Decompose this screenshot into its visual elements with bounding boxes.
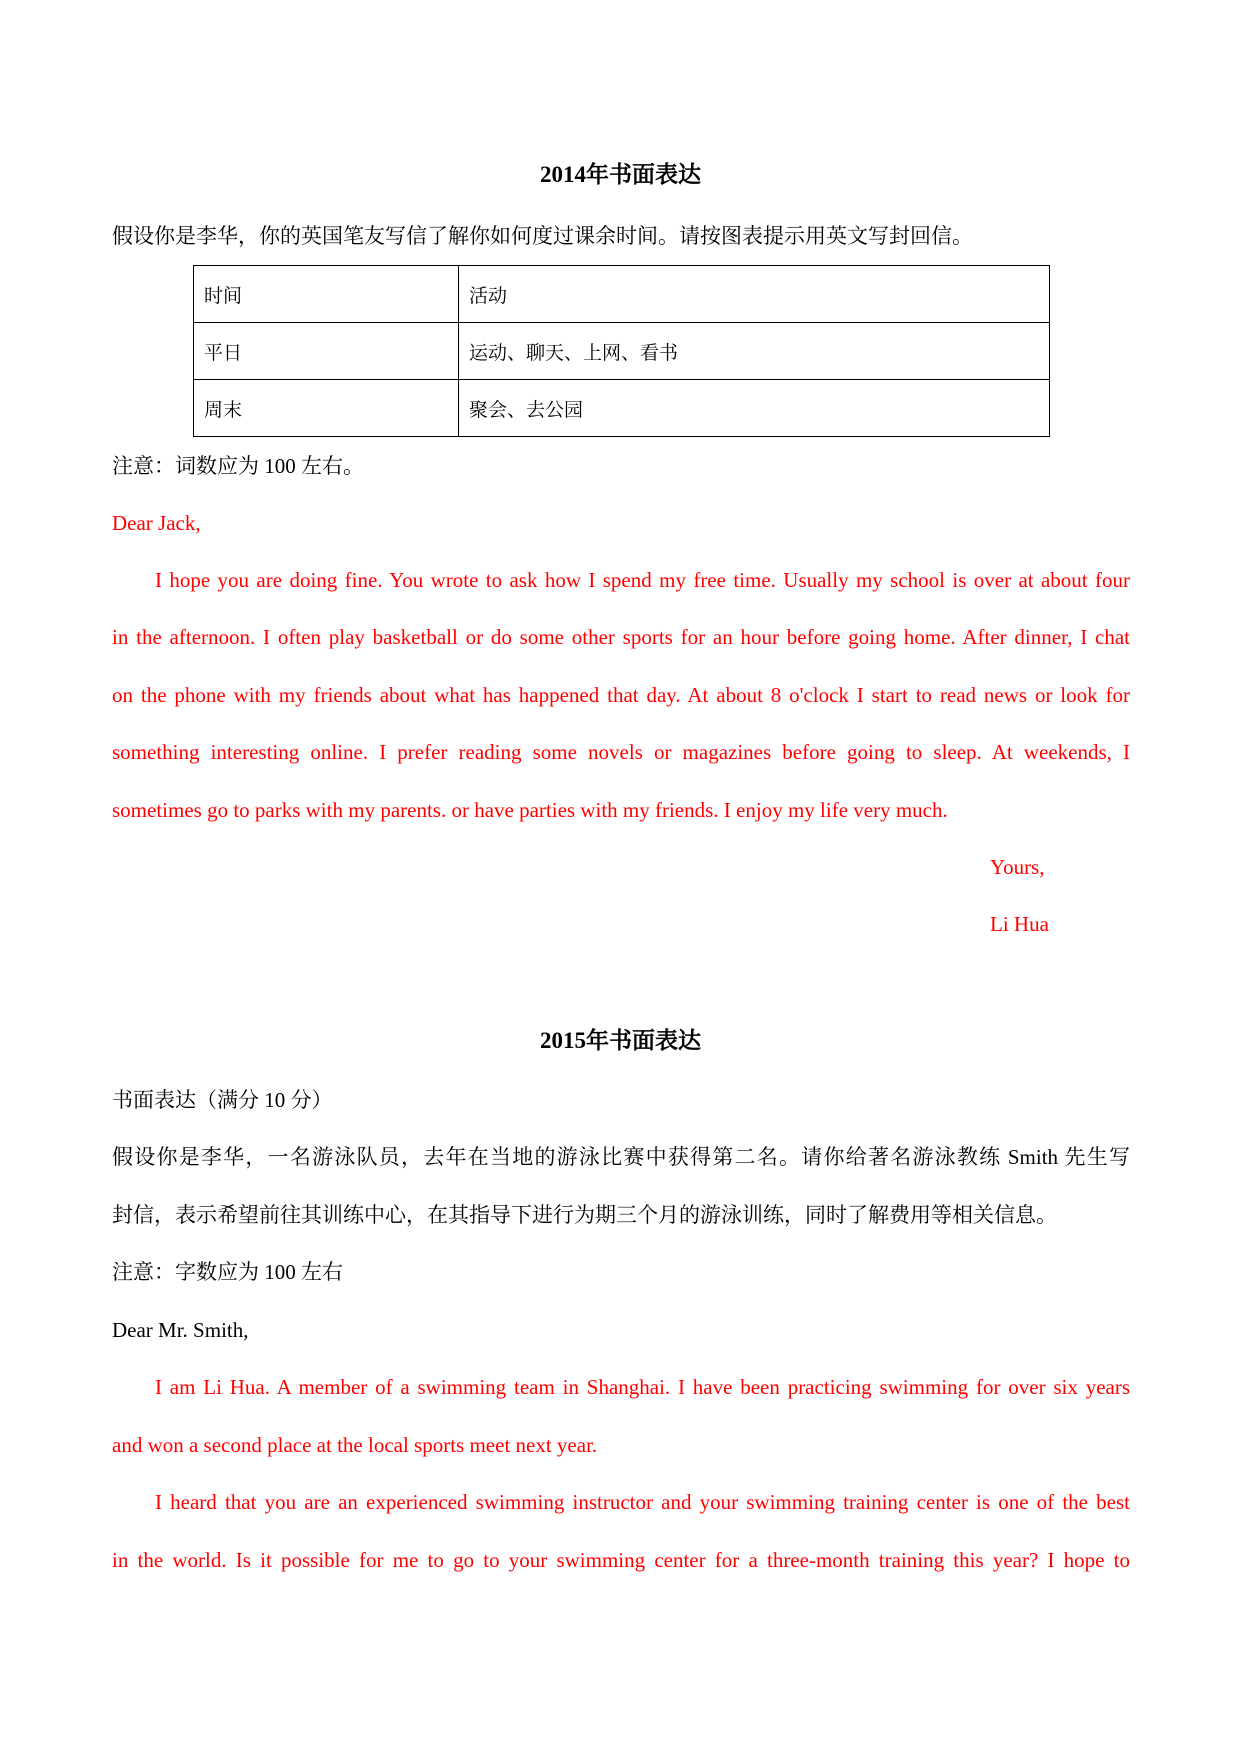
letter-2014-body-line: something interesting online. I prefer reading some novels or magazines before going to sleep. At weekends, I [112,740,1130,764]
schedule-table [193,265,1050,437]
table-row [194,380,1050,437]
letter-2014-greeting: Dear Jack, [112,511,201,535]
section-2014-note: 注意：词数应为 100 左右。 [112,454,364,478]
table-header-row [194,266,1050,323]
section-2015-prompt-line: 假设你是李华，一名游泳队员，去年在当地的游泳比赛中获得第二名。请你给著名游泳教练 Smith 先生写 [112,1145,1130,1169]
letter-2014-body-line: sometimes go to parks with my parents. or have parties with my friends. I enjoy my life very much. [112,798,948,822]
letter-2014-body-line: on the phone with my friends about what has happened that day. At about 8 o'clock I start to read news or look for [112,683,1130,707]
section-2015-subtitle: 书面表达（满分 10 分） [112,1088,333,1112]
letter-2015-body-line: I heard that you are an experienced swimming instructor and your swimming training center is one of the best [155,1490,1130,1514]
table-header-time: 时间 [194,266,459,323]
section-2014-title: 2014年书面表达 [540,162,701,187]
letter-2015-body-line: and won a second place at the local sports meet next year. [112,1433,598,1457]
section-2015-title: 2015年书面表达 [540,1028,701,1053]
letter-2015-body-line: in the world. Is it possible for me to go to your swimming center for a three-month training this year? I hope to [112,1548,1130,1572]
section-2015-prompt-line: 封信，表示希望前往其训练中心，在其指导下进行为期三个月的游泳训练，同时了解费用等相关信息。 [112,1203,1057,1227]
letter-2014-signature: Li Hua [990,912,1049,936]
letter-2015-greeting: Dear Mr. Smith, [112,1318,249,1342]
table-cell: 周末 [194,380,459,437]
letter-2014-closing: Yours, [990,855,1045,879]
table-row [194,323,1050,380]
letter-2015-body-line: I am Li Hua. A member of a swimming team in Shanghai. I have been practicing swimming for over six years [155,1375,1130,1399]
section-2014-prompt: 假设你是李华，你的英国笔友写信了解你如何度过课余时间。请按图表提示用英文写封回信。 [112,224,973,248]
table-cell: 运动、聊天、上网、看书 [459,323,1050,380]
table-cell: 平日 [194,323,459,380]
section-2015-note: 注意：字数应为 100 左右 [112,1260,343,1284]
table-header-activity: 活动 [459,266,1050,323]
letter-2014-body-line: I hope you are doing fine. You wrote to ask how I spend my free time. Usually my school is over at about four [155,568,1130,592]
table-cell: 聚会、去公园 [459,380,1050,437]
letter-2014-body-line: in the afternoon. I often play basketball or do some other sports for an hour before going home. After dinner, I chat [112,625,1130,649]
